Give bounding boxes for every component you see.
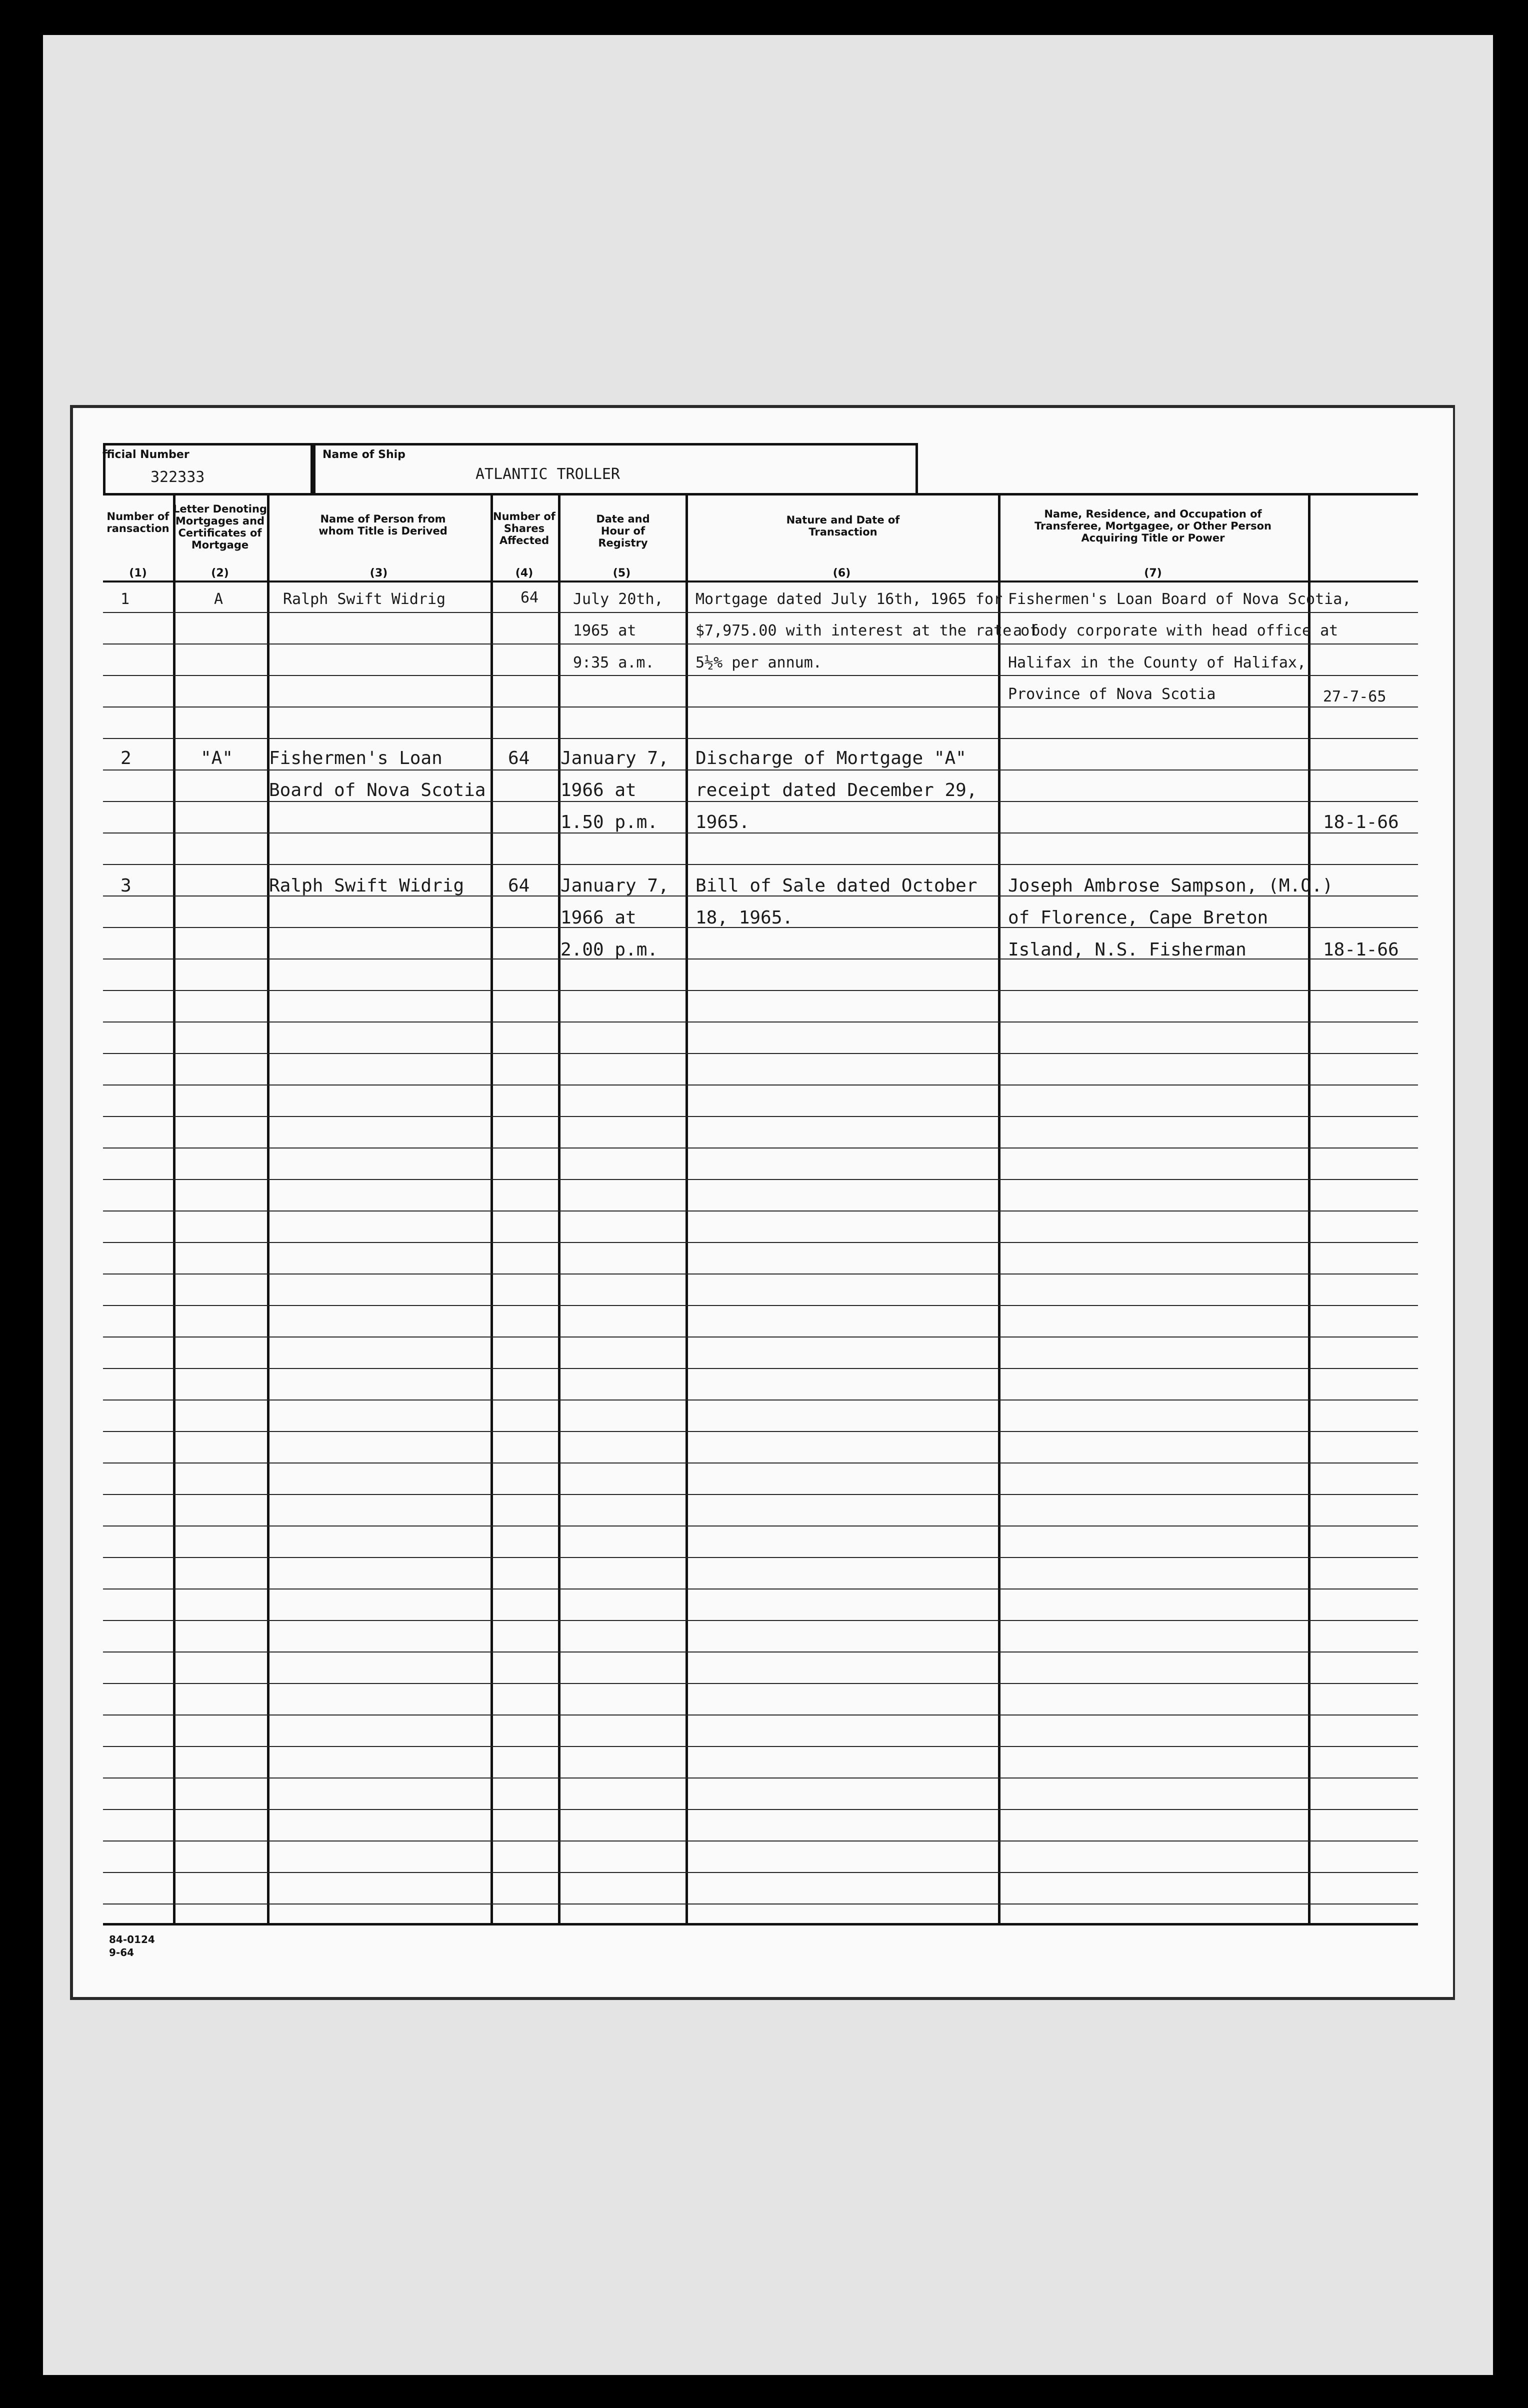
form-code [109,1933,155,1959]
col-divider-6 [998,493,1000,1926]
header-separator [103,580,1418,582]
ruled-line [103,990,1418,991]
entry-1-acquirer-2: a body corporate with head office at [1013,622,1338,640]
ruled-line [103,864,1418,865]
entry-1-date-note: 27-7-65 [1323,688,1386,706]
ruled-line [103,706,1418,708]
ship-name-value: ATLANTIC TROLLER [476,466,620,483]
col-num-2: (2) [211,567,229,580]
entry-3-acquirer-3: Island, N.S. Fisherman [1008,940,1246,960]
col-head-1: Number of ransaction [106,510,170,534]
col-head-3: Name of Person from whom Title is Derived [318,513,448,537]
ruled-line [103,832,1418,834]
entry-2-date-note: 18-1-66 [1323,812,1399,832]
entry-1-acquirer-4: Province of Nova Scotia [1008,686,1216,703]
ruled-line [103,1242,1418,1243]
ruled-line [103,1210,1418,1212]
col-head-4: Number of Shares Affected [493,510,556,546]
official-number-box [103,443,313,493]
col-num-7: (7) [1144,567,1162,580]
entry-1-registry-3: 9:35 a.m. [573,654,654,672]
entry-2-number: 2 [120,748,132,768]
ruled-line [103,1683,1418,1684]
entry-3-acquirer-1: Joseph Ambrose Sampson, (M.O.) [1008,876,1334,896]
ship-name-box [313,443,918,493]
entry-3-shares: 64 [508,876,530,896]
official-number-label: fficial Number [102,448,190,461]
entry-2-letter: "A" [200,748,234,768]
entry-1-nature-2: $7,975.00 with interest at the rate of [696,622,1039,640]
table-bottom-rule [103,1923,1418,1926]
col-divider-3 [490,493,493,1926]
ruled-line [103,1588,1418,1590]
entry-2-from-1: Fishermen's Loan [269,748,442,768]
ruled-line [103,612,1418,613]
ship-register-form [70,405,1455,2000]
col-head-6: Nature and Date of Transaction [786,514,900,538]
ruled-line [103,1116,1418,1117]
entry-2-nature-2: receipt dated December 29, [696,780,978,800]
col-divider-1 [173,493,176,1926]
col-head-5: Date and Hour of Registry [596,513,650,549]
entry-2-from-2: Board of Nova Scotia [269,780,486,800]
entry-2-shares: 64 [508,748,530,768]
entry-3-registry-2: 1966 at [560,908,636,928]
ruled-line [103,738,1418,739]
ruled-line [103,1714,1418,1716]
ruled-line [103,1872,1418,1873]
entry-2-nature-1: Discharge of Mortgage "A" [696,748,966,768]
col-num-5: (5) [612,567,631,580]
form-code-date: 9-64 [109,1946,134,1958]
entry-1-registry-1: July 20th, [573,590,664,608]
col-divider-4 [558,493,560,1926]
ruled-line [103,1746,1418,1747]
ruled-line [103,1179,1418,1180]
entry-2-nature-3: 1965. [696,812,750,832]
entry-1-acquirer-3: Halifax in the County of Halifax, [1008,654,1306,672]
entry-1-nature-1: Mortgage dated July 16th, 1965 for [696,590,1003,608]
col-head-2: Letter Denoting Mortgages and Certificates of Mortgage [173,503,267,551]
ruled-line [103,1305,1418,1306]
entry-1-acquirer-1: Fishermen's Loan Board of Nova Scotia, [1008,590,1352,608]
ruled-line [103,801,1418,802]
ruled-line [103,1494,1418,1495]
entry-2-registry-2: 1966 at [560,780,636,800]
entry-1-registry-2: 1965 at [573,622,636,640]
entry-3-nature-1: Bill of Sale dated October [696,876,978,896]
entry-3-acquirer-2: of Florence, Cape Breton [1008,908,1268,928]
ruled-line [103,1809,1418,1810]
col-num-4: (4) [515,567,534,580]
ruled-line [103,1840,1418,1842]
form-code-number: 84-0124 [109,1934,155,1946]
ruled-line [103,1462,1418,1464]
entry-1-number: 1 [120,590,130,608]
col-head-7: Name, Residence, and Occupation of Transferee, Mortgagee, or Other Person Acquiring Title or Power [1034,508,1272,544]
col-num-3: (3) [370,567,388,580]
ruled-line [103,1620,1418,1621]
entry-3-from-1: Ralph Swift Widrig [269,876,464,896]
entry-2-registry-1: January 7, [560,748,669,768]
entry-3-registry-1: January 7, [560,876,669,896]
ruled-line [103,1368,1418,1369]
col-divider-7 [1308,493,1310,1926]
entry-1-shares: 64 [520,589,539,606]
entry-1-letter: A [214,590,224,608]
col-divider-5 [686,493,688,1926]
col-num-6: (6) [832,567,851,580]
ship-name-label: Name of Ship [322,448,406,461]
entry-3-registry-3: 2.00 p.m. [560,940,658,960]
ruled-line [103,1431,1418,1432]
entry-3-number: 3 [120,876,132,896]
ruled-line [103,1557,1418,1558]
ruled-line [103,1084,1418,1086]
entry-1-nature-3: 5½% per annum. [696,654,822,672]
col-divider-2 [267,493,270,1926]
entry-2-registry-3: 1.50 p.m. [560,812,658,832]
entry-3-nature-2: 18, 1965. [696,908,794,928]
ruled-line [103,1053,1418,1054]
official-number-value: 322333 [150,468,205,486]
col-num-1: (1) [129,567,147,580]
ruled-line [103,1336,1418,1338]
entry-3-date-note: 18-1-66 [1323,940,1399,960]
table-top-rule [103,493,1418,496]
ruled-line [103,675,1418,676]
entry-1-from-1: Ralph Swift Widrig [283,590,446,608]
